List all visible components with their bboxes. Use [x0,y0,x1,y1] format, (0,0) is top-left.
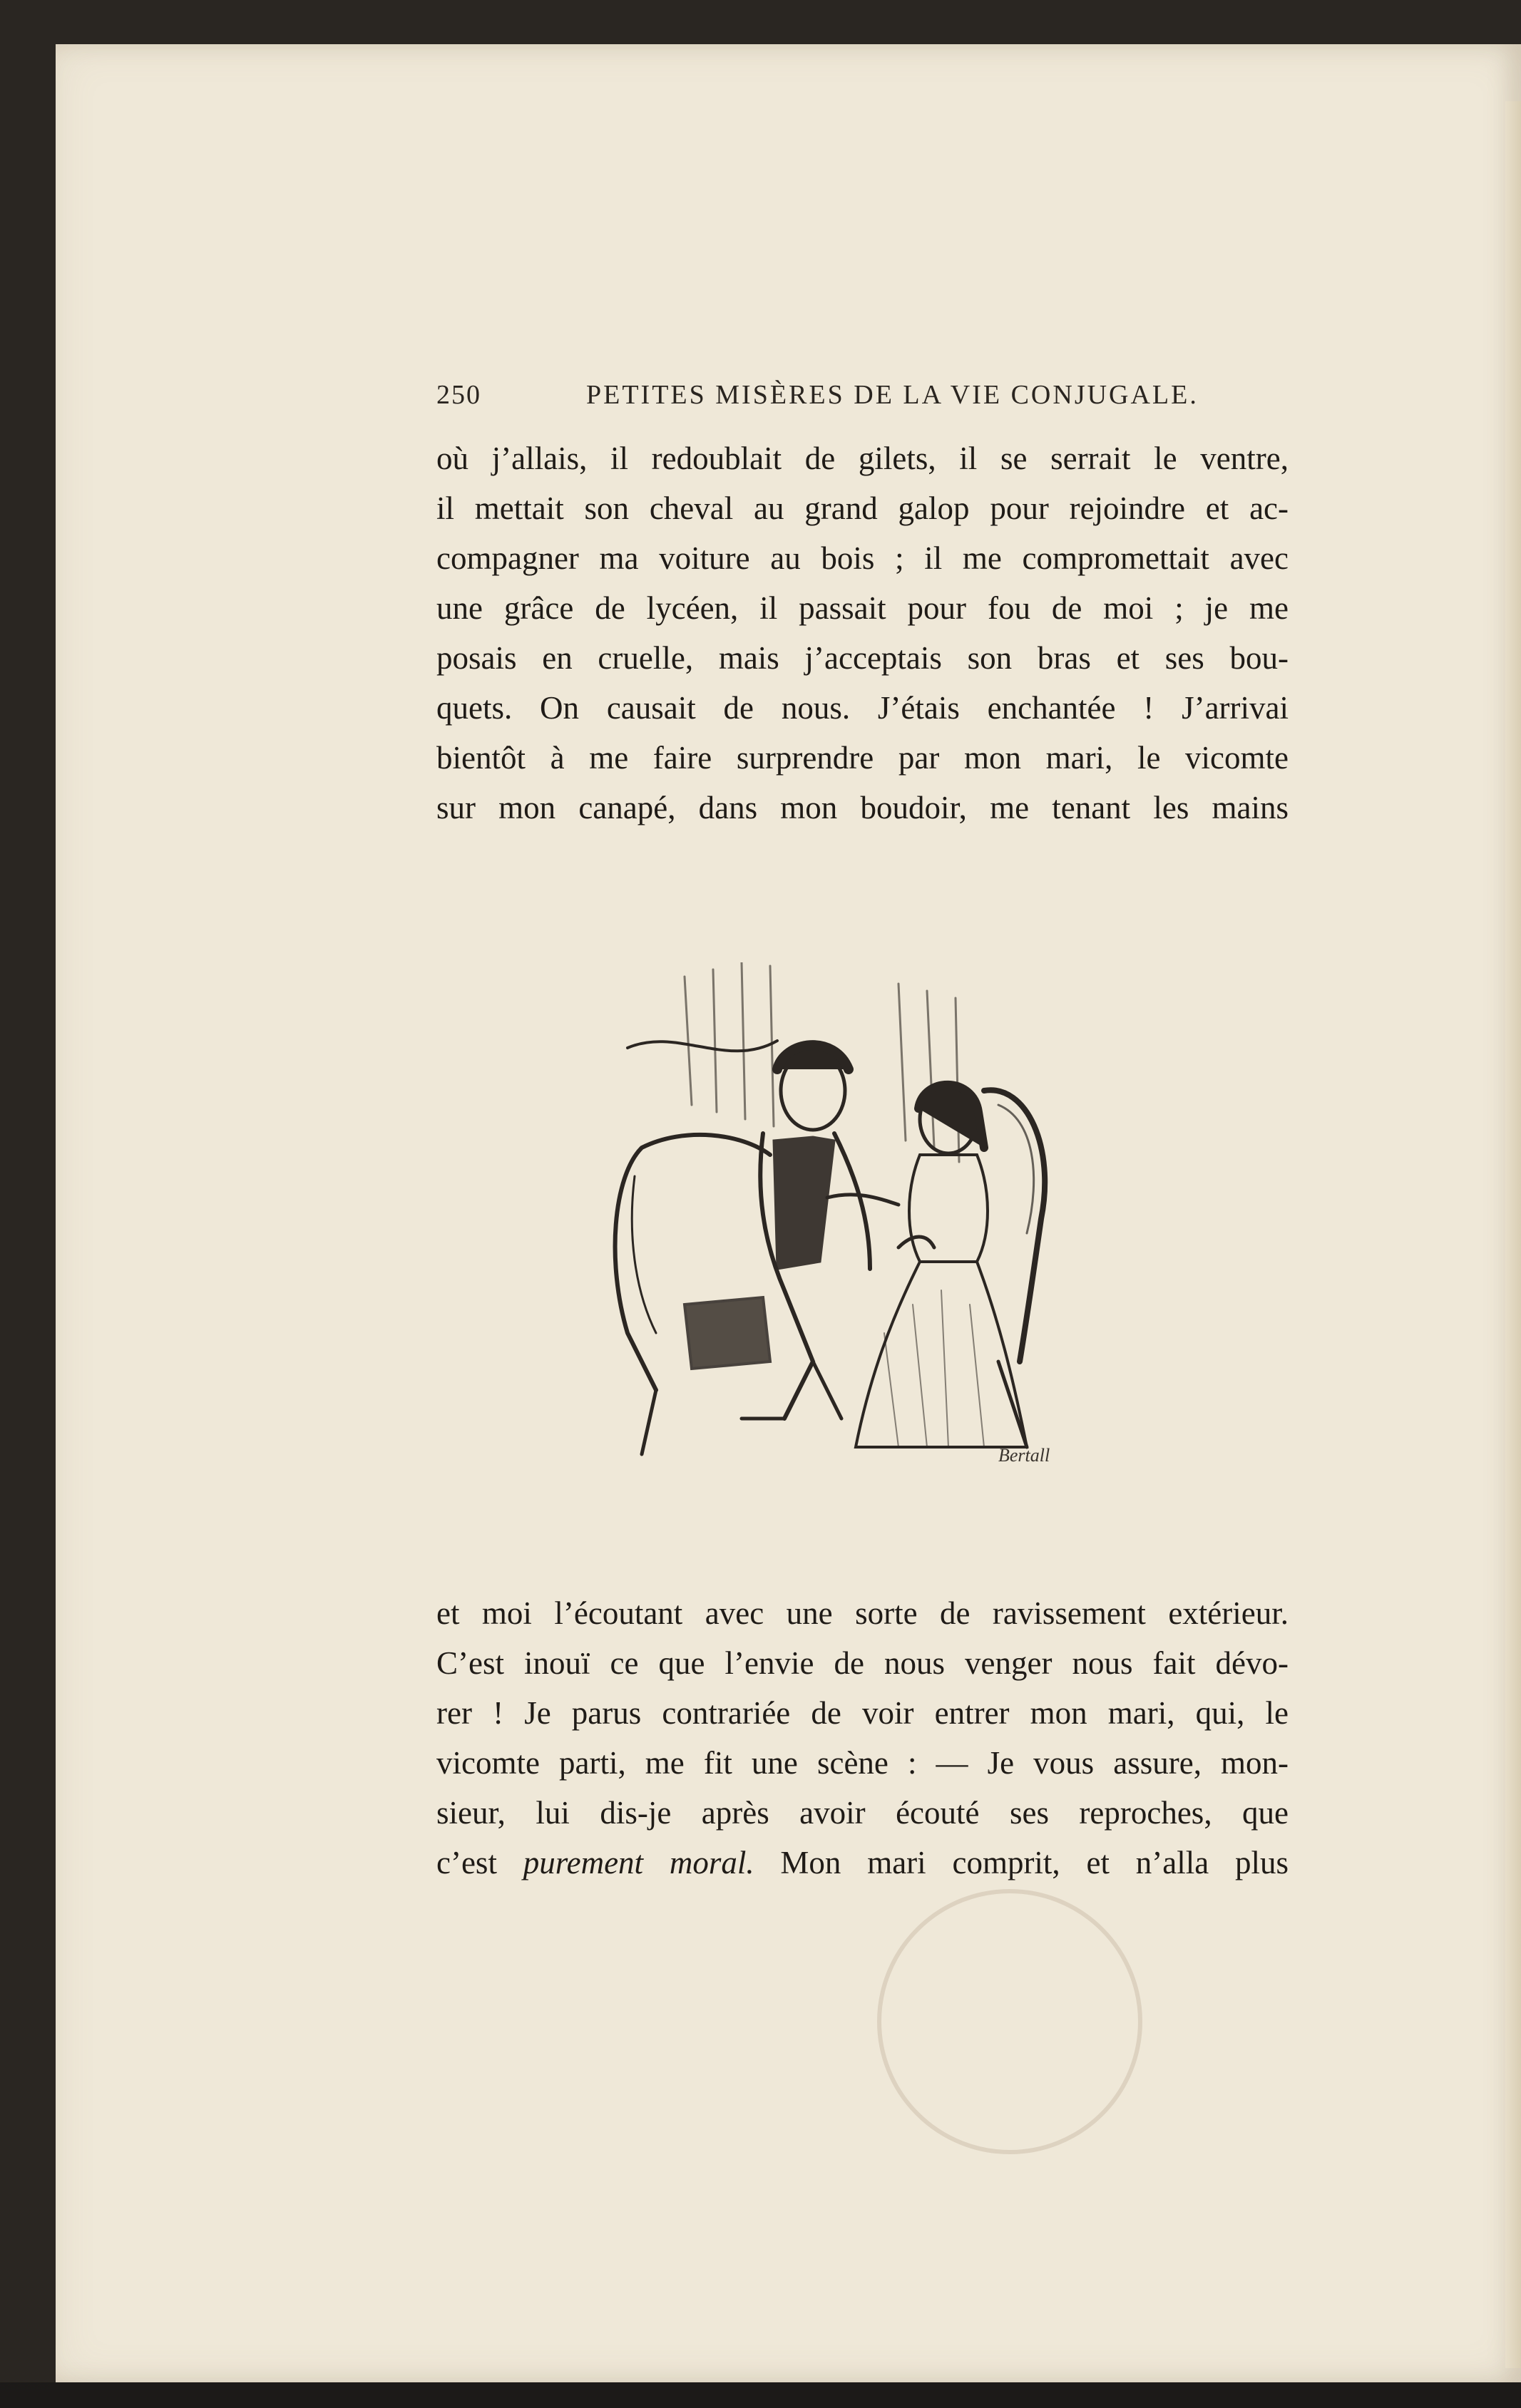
text-line: une grâce de lycéen, il passait pour fou de moi ; je me [436,590,1289,626]
page-number: 250 [436,380,481,410]
text-line: et moi l’écoutant avec une sorte de ravissement extérieur. [436,1595,1289,1631]
text-line: sieur, lui dis-je après avoir écouté ses reproches, que [436,1795,1289,1831]
running-header [436,371,1292,421]
page-edge [1505,101,1521,2368]
emphasized-text: purement moral. [523,1845,754,1880]
engraving-illustration [599,962,1112,1476]
scan-bottom-strip [0,2382,1521,2408]
text-line: C’est inouï ce que l’envie de nous venger nous fait dévo- [436,1645,1289,1681]
paragraph-bottom [436,1588,1289,1888]
paragraph-top [436,433,1289,833]
text-segment: c’est [436,1845,523,1880]
text-line-last [436,1838,1289,1888]
text-line: rer ! Je parus contrariée de voir entrer mon mari, qui, le [436,1695,1289,1731]
text-line: quets. On causait de nous. J’étais enchantée ! J’arrivai [436,690,1289,726]
text-line: bientôt à me faire surprendre par mon mari, le vicomte [436,740,1289,776]
text-line: il mettait son cheval au grand galop pour rejoindre et ac- [436,490,1289,526]
text-line: compagner ma voiture au bois ; il me compromettait avec [436,540,1289,576]
library-stamp [877,1889,1142,2154]
text-line: sur mon canapé, dans mon boudoir, me tenant les mains [436,790,1289,825]
text-line: posais en cruelle, mais j’acceptais son bras et ses bou- [436,640,1289,676]
running-title: PETITES MISÈRES DE LA VIE CONJUGALE. [586,380,1199,410]
text-segment: Mon mari comprit, et n’alla plus [754,1845,1289,1880]
text-line: où j’allais, il redoublait de gilets, il se serrait le ventre, [436,441,1289,476]
text-line: vicomte parti, me fit une scène : — Je vous assure, mon- [436,1745,1289,1781]
illustration-signature: Bertall [998,1445,1050,1466]
